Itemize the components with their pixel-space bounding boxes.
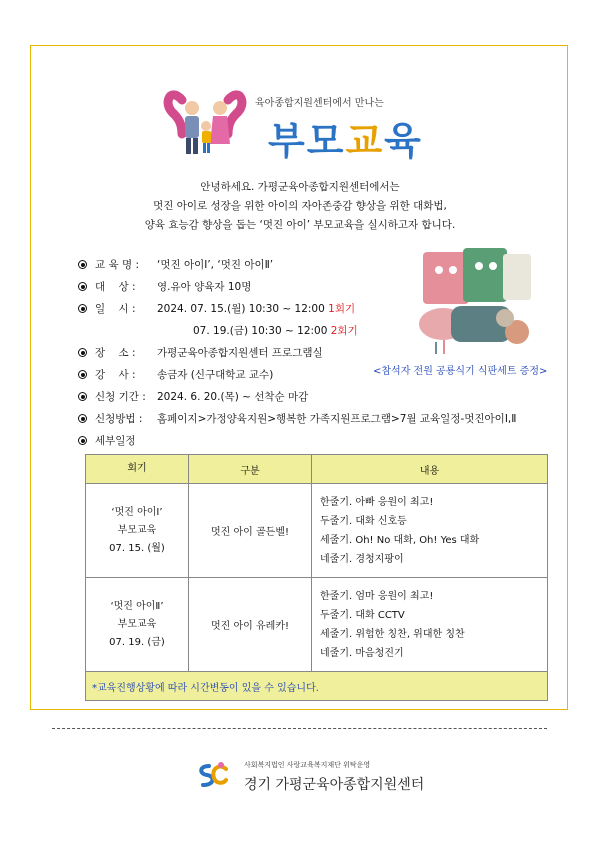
gift-caption: <참석자 전원 공룡식기 식판세트 증정> [373, 366, 548, 377]
column-header: 내용 [312, 455, 548, 484]
center-logo-icon [195, 760, 229, 790]
hero-title: 부모교육 [268, 119, 423, 163]
schedule-table [85, 454, 548, 701]
info-method: 신청방법 : 홈페이지>가정양육지원>행복한 가족지원프로그램>7월 교육일정-멋진아이Ⅰ,Ⅱ [78, 411, 516, 426]
contents-cell: 한줄기. 엄마 응원이 최고! 두줄기. 대화 CCTV 세줄기. 위험한 칭찬, 위대한 칭찬 네줄기. 마음청진기 [312, 578, 548, 672]
bullet-icon [78, 260, 87, 269]
info-schedule: 세부일정 [78, 433, 136, 448]
column-header: 구분 [189, 455, 312, 484]
table-note-row [86, 672, 548, 701]
intro-line: 멋진 아이로 성장을 위한 아이의 자아존중감 향상을 위한 대화법, [153, 200, 447, 212]
column-header: 회기 [86, 455, 189, 484]
hero-subtitle: 육아종합지원센터에서 만나는 [255, 98, 384, 109]
session-cell: ‘멋진 아이Ⅱ’ 부모교육 07. 19. (금) [86, 578, 189, 672]
info-target: 대 상 : 영.유아 양육자 10명 [78, 279, 251, 294]
table-row [86, 484, 548, 578]
table-row [86, 578, 548, 672]
bullet-icon [78, 304, 87, 313]
category-cell: 멋진 아이 유레카! [189, 578, 312, 672]
footer-operator: 사회복지법인 사랑교육복지재단 위탁운영 [244, 761, 371, 769]
bullet-icon [78, 370, 87, 379]
session-cell: ‘멋진 아이Ⅰ’ 부모교육 07. 15. (월) [86, 484, 189, 578]
footer-center-name: 경기 가평군육아종합지원센터 [244, 777, 425, 793]
dinosaur-tableware-image [415, 248, 533, 356]
info-name: 교 육 명 : ‘멋진 아이Ⅰ’, ‘멋진 아이Ⅱ’ [78, 257, 273, 272]
intro-text [60, 178, 540, 235]
bullet-icon [78, 436, 87, 445]
category-cell: 멋진 아이 골든벨! [189, 484, 312, 578]
bullet-icon [78, 348, 87, 357]
bullet-icon [78, 392, 87, 401]
table-header-row [86, 455, 548, 484]
info-place: 장 소 : 가평군육아종합지원센터 프로그램실 [78, 345, 323, 360]
intro-line: 안녕하세요. 가평군육아종합지원센터에서는 [200, 181, 400, 193]
table-note: *교육진행상황에 따라 시간변동이 있을 수 있습니다. [86, 672, 548, 701]
bullet-icon [78, 414, 87, 423]
intro-line: 양육 효능감 향상을 돕는 ‘멋진 아이’ 부모교육을 실시하고자 합니다. [144, 219, 456, 231]
info-date: 일 시 : 2024. 07. 15.(월) 10:30 ~ 12:00 1회기 [78, 301, 355, 316]
info-lecturer: 강 사 : 송금자 (신구대학교 교수) [78, 367, 273, 382]
info-period: 신청 기간 : 2024. 6. 20.(목) ~ 선착순 마감 [78, 389, 308, 404]
dashed-divider [52, 728, 547, 729]
bullet-icon [78, 282, 87, 291]
info-date-2: 07. 19.(금) 10:30 ~ 12:00 2회기 [193, 325, 358, 337]
contents-cell: 한줄기. 아빠 응원이 최고! 두줄기. 대화 신호등 세줄기. Oh! No 대화, Oh! Yes 대화 네줄기. 경청지팡이 [312, 484, 548, 578]
